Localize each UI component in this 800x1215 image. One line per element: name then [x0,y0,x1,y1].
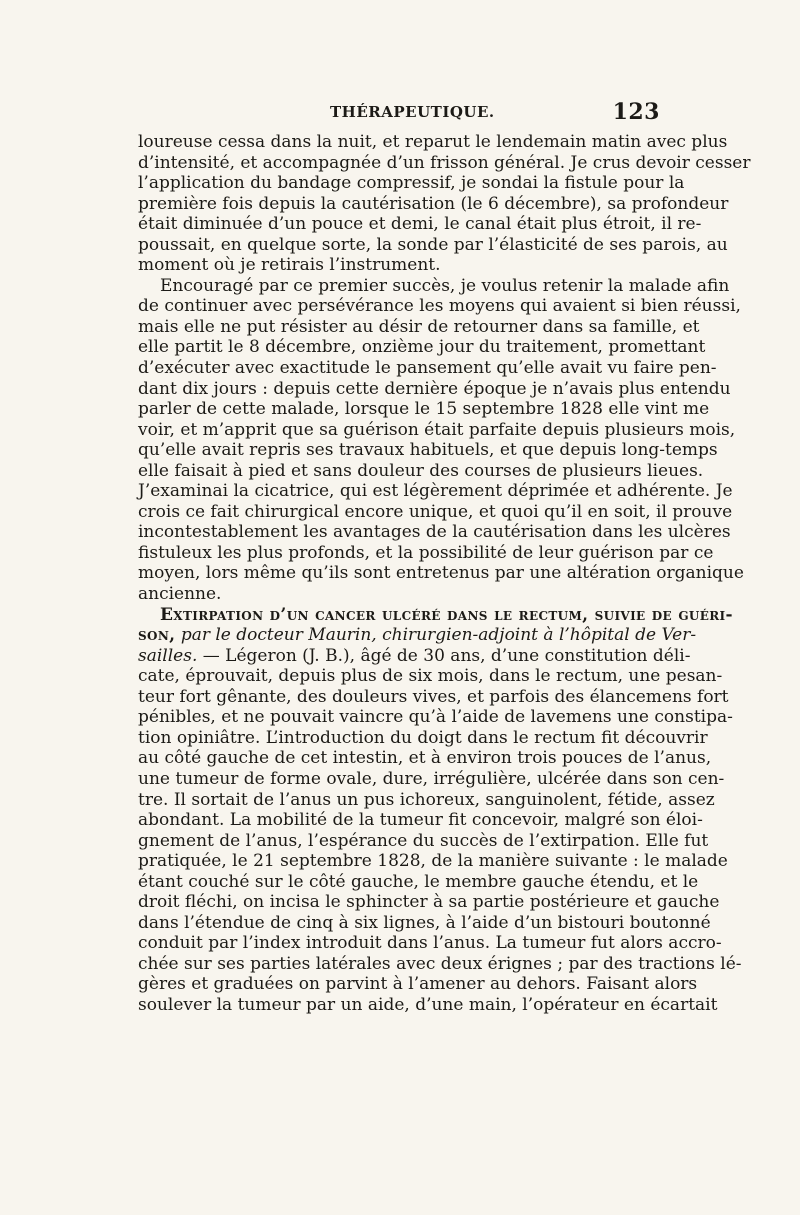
text-line: abondant. La mobilité de la tumeur fit concevoir, malgré son éloi- [138,810,703,831]
section-heading-line [138,645,691,667]
text-line: moment où je retirais l’instrument. [138,255,441,276]
text-line: pratiquée, le 21 septembre 1828, de la manière suivante : le malade [138,851,728,872]
text-line: J’examinai la cicatrice, qui est légèrement déprimée et adhérente. Je [138,481,733,502]
text-line: d’intensité, et accompagnée d’un frisson général. Je crus devoir cesser [138,152,751,173]
text-line: étant couché sur le côté gauche, le membre gauche étendu, et le [138,871,699,892]
text-line: pénibles, et ne pouvait vaincre qu’à l’aide de lavemens une constipa- [138,707,733,728]
text-line: fistuleux les plus profonds, et la possibilité de leur guérison par ce [138,542,714,563]
text-line: voir, et m’apprit que sa guérison était parfaite depuis plusieurs mois, [138,419,736,440]
section-heading-lead: son, [138,625,176,646]
page-number: 123 [612,99,660,125]
text-line: crois ce fait chirurgical encore unique, et quoi qu’il en soit, il prouve [138,501,733,522]
text-line: incontestablement les avantages de la cautérisation dans les ulcères [138,522,731,543]
text-line: l’application du bandage compressif, je sondai la fistule pour la [138,173,685,194]
text-line: chée sur ses parties latérales avec deux érignes ; par des tractions lé- [138,953,742,974]
text-line: gnement de l’anus, l’espérance du succès de l’extirpation. Elle fut [138,830,709,851]
text-line: soulever la tumeur par un aide, d’une main, l’opérateur en écartait [138,994,718,1015]
author-line: sailles. [138,645,198,666]
text-line: moyen, lors même qu’ils sont entretenus par une altération organique [138,563,744,584]
running-head [138,99,662,127]
text-line: une tumeur de forme ovale, dure, irrégulière, ulcérée dans son cen- [138,768,725,789]
text-line: teur fort gênante, des douleurs vives, et parfois des élancemens fort [138,686,729,707]
text-line: conduit par l’index introduit dans l’anus. La tumeur fut alors accro- [138,933,722,954]
text-line: de continuer avec persévérance les moyens qui avaient si bien réussi, [138,296,741,317]
text-line: elle faisait à pied et sans douleur des courses de plusieurs lieues. [138,460,704,481]
text-line: dans l’étendue de cinq à six lignes, à l’aide d’un bistouri boutonné [138,912,711,933]
text-line: poussait, en quelque sorte, la sonde par l’élasticité de ses parois, au [138,234,728,255]
text-line: Encouragé par ce premier succès, je voulus retenir la malade afin [160,275,730,296]
text-line: dant dix jours : depuis cette dernière époque je n’avais plus entendu [138,378,731,399]
text-line: cate, éprouvait, depuis plus de six mois, dans le rectum, une pesan- [138,666,723,687]
section-heading-line: Extirpation d’un cancer ulcéré dans le rectum, suivie de guéri- [160,604,733,625]
text-line: elle partit le 8 décembre, onzième jour du traitement, promettant [138,337,706,358]
text-line: tre. Il sortait de l’anus un pus ichoreux, sanguinolent, fétide, assez [138,789,715,810]
text-line: loureuse cessa dans la nuit, et reparut le lendemain matin avec plus [138,132,728,152]
section-heading-line [138,625,697,646]
text-line: parler de cette malade, lorsque le 15 septembre 1828 elle vint me [138,399,710,420]
body-text [138,132,751,1016]
author-line: par le docteur Maurin, chirurgien-adjoint à l’hôpital de Ver- [175,625,697,646]
text-line: au côté gauche de cet intestin, et à environ trois pouces de l’anus, [138,748,712,769]
text-line: tion opiniâtre. L’introduction du doigt dans le rectum fit découvrir [138,727,708,748]
text-line: — Légeron (J. B.), âgé de 30 ans, d’une constitution déli- [197,645,691,666]
text-line: était diminuée d’un pouce et demi, le canal était plus étroit, il re- [138,214,702,235]
text-line: mais elle ne put résister au désir de retourner dans sa famille, et [138,316,700,337]
text-line: qu’elle avait repris ses travaux habituels, et que depuis long-temps [138,440,718,461]
running-title: THÉRAPEUTIQUE. [330,103,495,121]
text-line: ancienne. [138,584,222,605]
text-line: d’exécuter avec exactitude le pansement qu’elle avait vu faire pen- [138,358,717,379]
text-line: gères et graduées on parvint à l’amener au dehors. Faisant alors [138,974,698,995]
text-line: droit fléchi, on incisa le sphincter à sa partie postérieure et gauche [138,892,720,913]
text-line: première fois depuis la cautérisation (le 6 décembre), sa profondeur [138,193,729,214]
